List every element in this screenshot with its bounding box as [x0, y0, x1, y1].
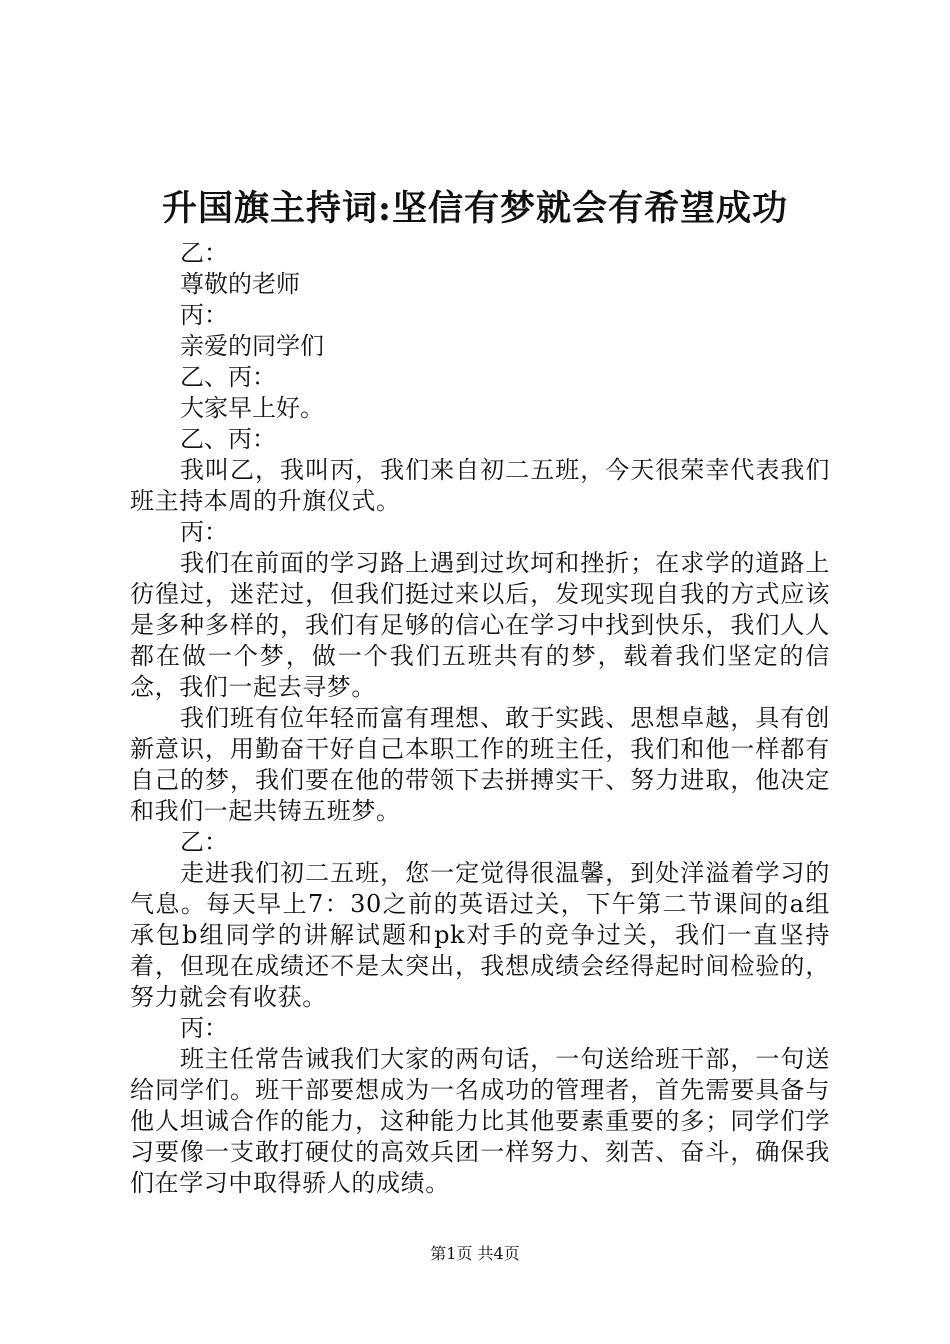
speaker-line: 丙：	[180, 1014, 228, 1042]
speaker-line: 乙：	[180, 828, 228, 856]
page-number-footer: 第1页 共4页	[430, 1244, 520, 1263]
speaker-line: 乙、丙：	[180, 425, 276, 453]
speaker-line: 丙：	[180, 518, 228, 546]
paragraph: 我叫乙，我叫丙，我们来自初二五班，今天很荣幸代表我们班主持本周的升旗仪式。	[130, 456, 830, 515]
greeting-line: 亲爱的同学们	[180, 332, 324, 360]
greeting-line: 尊敬的老师	[180, 270, 300, 298]
speaker-line: 乙：	[180, 239, 228, 267]
paragraph: 走进我们初二五班，您一定觉得很温馨，到处洋溢着学习的气息。每天早上7：30之前的英语过关，下午第二节课间的a组承包b组同学的讲解试题和pk对手的竞争过关，我们一直坚持着，但现在成绩还不是太突出，我想成绩会经得起时间检验的，努力就会有收获。	[130, 859, 830, 1011]
paragraph: 我们在前面的学习路上遇到过坎坷和挫折；在求学的道路上彷徨过，迷茫过，但我们挺过来以后，发现实现自我的方式应该是多种多样的，我们有足够的信心在学习中找到快乐，我们人人都在做一个梦，做一个我们五班共有的梦，载着我们坚定的信念，我们一起去寻梦。	[130, 549, 830, 701]
speaker-line: 乙、丙：	[180, 363, 276, 391]
greeting-line: 大家早上好。	[180, 394, 324, 422]
document-body	[130, 238, 830, 1199]
document-title: 升国旗主持词:坚信有梦就会有希望成功	[162, 188, 788, 229]
paragraph: 班主任常告诫我们大家的两句话，一句送给班干部，一句送给同学们。班干部要想成为一名成功的管理者，首先需要具备与他人坦诚合作的能力，这种能力比其他要素重要的多；同学们学习要像一支敢打硬仗的高效兵团一样努力、刻苦、奋斗，确保我们在学习中取得骄人的成绩。	[130, 1045, 830, 1197]
speaker-line: 丙：	[180, 301, 228, 329]
paragraph: 我们班有位年轻而富有理想、敢于实践、思想卓越，具有创新意识，用勤奋干好自己本职工作的班主任，我们和他一样都有自己的梦，我们要在他的带领下去拼搏实干、努力进取，他决定和我们一起共铸五班梦。	[130, 704, 830, 825]
